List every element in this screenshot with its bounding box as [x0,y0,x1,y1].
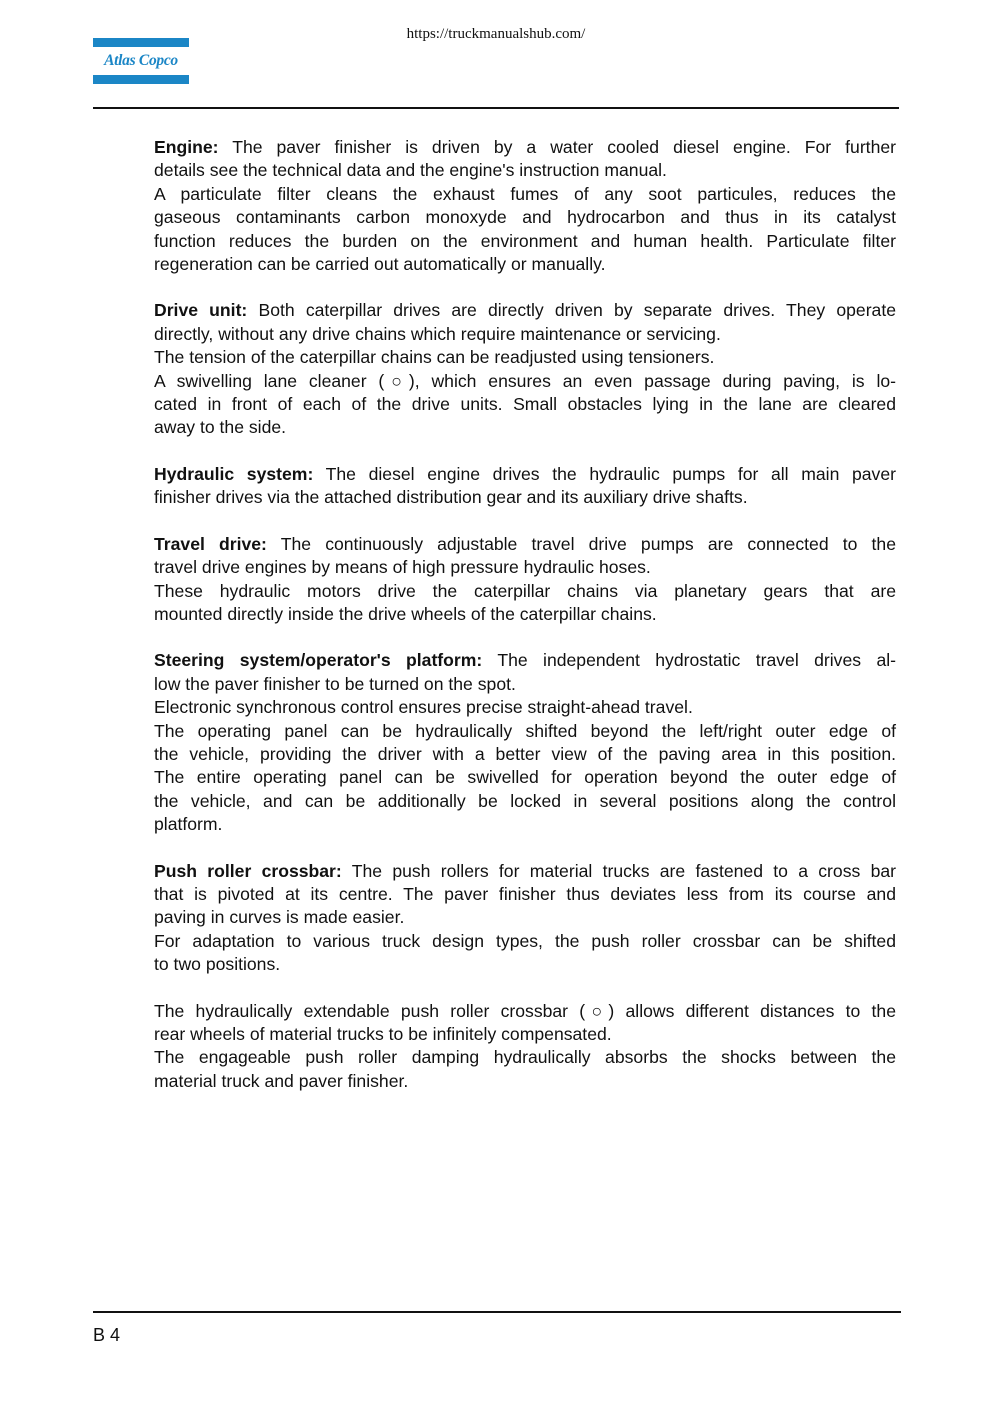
text-line [154,1000,896,1023]
paragraph [154,860,896,977]
text-line [154,533,896,556]
text-line [154,159,896,182]
page-number: B 4 [93,1325,121,1345]
line-text: The engageable push roller damping hydraulically absorbs the shocks between the [154,1047,896,1068]
line-text: Electronic synchronous control ensures precise straight-ahead travel. [154,697,693,718]
line-text: A particulate filter cleans the exhaust fumes of any soot particules, reduces the [154,183,896,204]
logo-bottom-bar [93,75,189,84]
text-line [154,230,896,253]
line-text: the vehicle, providing the driver with a better view of the paving area in this position. [154,743,896,764]
line-text: the vehicle, and can be additionally be locked in several positions along the control [154,790,896,811]
text-line [154,416,896,439]
paragraph [154,463,896,510]
footer-divider [93,1311,901,1313]
line-text: low the paver finisher to be turned on the spot. [154,673,516,694]
paragraph [154,533,896,627]
line-text: The hydraulically extendable push roller crossbar (○) allows different distances to the [154,1000,896,1021]
line-text: directly, without any drive chains which require maintenance or servicing. [154,323,721,344]
paragraph [154,136,896,276]
text-line [154,486,896,509]
line-text: rear wheels of material trucks to be infinitely compensated. [154,1024,612,1044]
line-text: For adaptation to various truck design types, the push roller crossbar can be shifted [154,930,896,951]
paragraph [154,649,896,836]
line-text: travel drive engines by means of high pressure hydraulic hoses. [154,557,651,578]
text-line [154,1023,896,1046]
document-body [154,136,896,1116]
line-text: The operating panel can be hydraulically shifted beyond the left/right outer edge of [154,720,896,741]
text-line [154,790,896,813]
section-heading: Push roller crossbar: [154,860,342,881]
line-text: to two positions. [154,954,281,975]
header-url[interactable]: https://truckmanualshub.com/ [406,26,586,42]
line-text: The diesel engine drives the hydraulic pumps for all main paver [313,463,897,484]
section-heading: Steering system/operator's platform: [154,650,483,671]
line-text: regeneration can be carried out automatically or manually. [154,254,606,275]
text-line [154,860,896,883]
paragraph [154,299,896,439]
text-line [154,346,896,369]
text-line [154,603,896,626]
section-heading: Travel drive: [154,533,267,554]
text-line [154,743,896,766]
text-line [154,136,896,159]
line-text: mounted directly inside the drive wheels of the caterpillar chains. [154,603,657,624]
text-line [154,299,896,322]
text-line [154,253,896,276]
text-line [154,906,896,929]
text-line [154,556,896,579]
section-heading: Engine: [154,137,219,157]
text-line [154,883,896,906]
text-line [154,370,896,393]
line-text: paving in curves is made easier. [154,907,405,928]
line-text: gaseous contaminants carbon monoxyde and hydrocarbon and thus in its catalyst [154,207,896,228]
line-text: A swivelling lane cleaner (○), which ensures an even passage during paving, is lo- [154,370,896,391]
text-line [154,323,896,346]
line-text: that is pivoted at its centre. The paver finisher thus deviates less from its course and [154,883,896,904]
line-text: cated in front of each of the drive units. Small obstacles lying in the lane are cleared [154,394,896,415]
line-text: The independent hydrostatic travel drives al- [482,650,896,671]
section-heading: Drive unit: [154,300,248,321]
atlas-copco-logo [93,38,189,84]
line-text: The entire operating panel can be swivelled for operation beyond the outer edge of [154,767,896,788]
text-line [154,183,896,206]
line-text: The paver finisher is driven by a water cooled diesel engine. For further [218,137,896,157]
text-line [154,393,896,416]
paragraph [154,1000,896,1094]
logo-wordmark: Atlas Copco [104,52,178,69]
line-text: The tension of the caterpillar chains can be readjusted using tensioners. [154,347,715,368]
text-line [154,766,896,789]
line-text: function reduces the burden on the environment and human health. Particulate filter [154,230,896,251]
text-line [154,696,896,719]
line-text: The continuously adjustable travel drive pumps are connected to the [266,533,897,554]
logo-top-bar [93,38,189,47]
line-text: platform. [154,814,223,835]
text-line [154,673,896,696]
line-text: finisher drives via the attached distribution gear and its auxiliary drive shafts. [154,487,748,508]
text-line [154,930,896,953]
line-text: These hydraulic motors drive the caterpillar chains via planetary gears that are [154,580,896,601]
text-line [154,649,896,672]
text-line [154,580,896,603]
section-heading: Hydraulic system: [154,463,314,484]
text-line [154,1046,896,1069]
line-text: Both caterpillar drives are directly driven by separate drives. They operate [247,300,897,321]
line-text: details see the technical data and the engine's instruction manual. [154,160,667,181]
text-line [154,720,896,743]
line-text: The push rollers for material trucks are fastened to a cross bar [341,860,896,881]
text-line [154,206,896,229]
text-line [154,813,896,836]
line-text: away to the side. [154,417,287,438]
header-divider [93,107,899,109]
line-text: material truck and paver finisher. [154,1070,409,1091]
text-line [154,1070,896,1093]
text-line [154,953,896,976]
text-line [154,463,896,486]
